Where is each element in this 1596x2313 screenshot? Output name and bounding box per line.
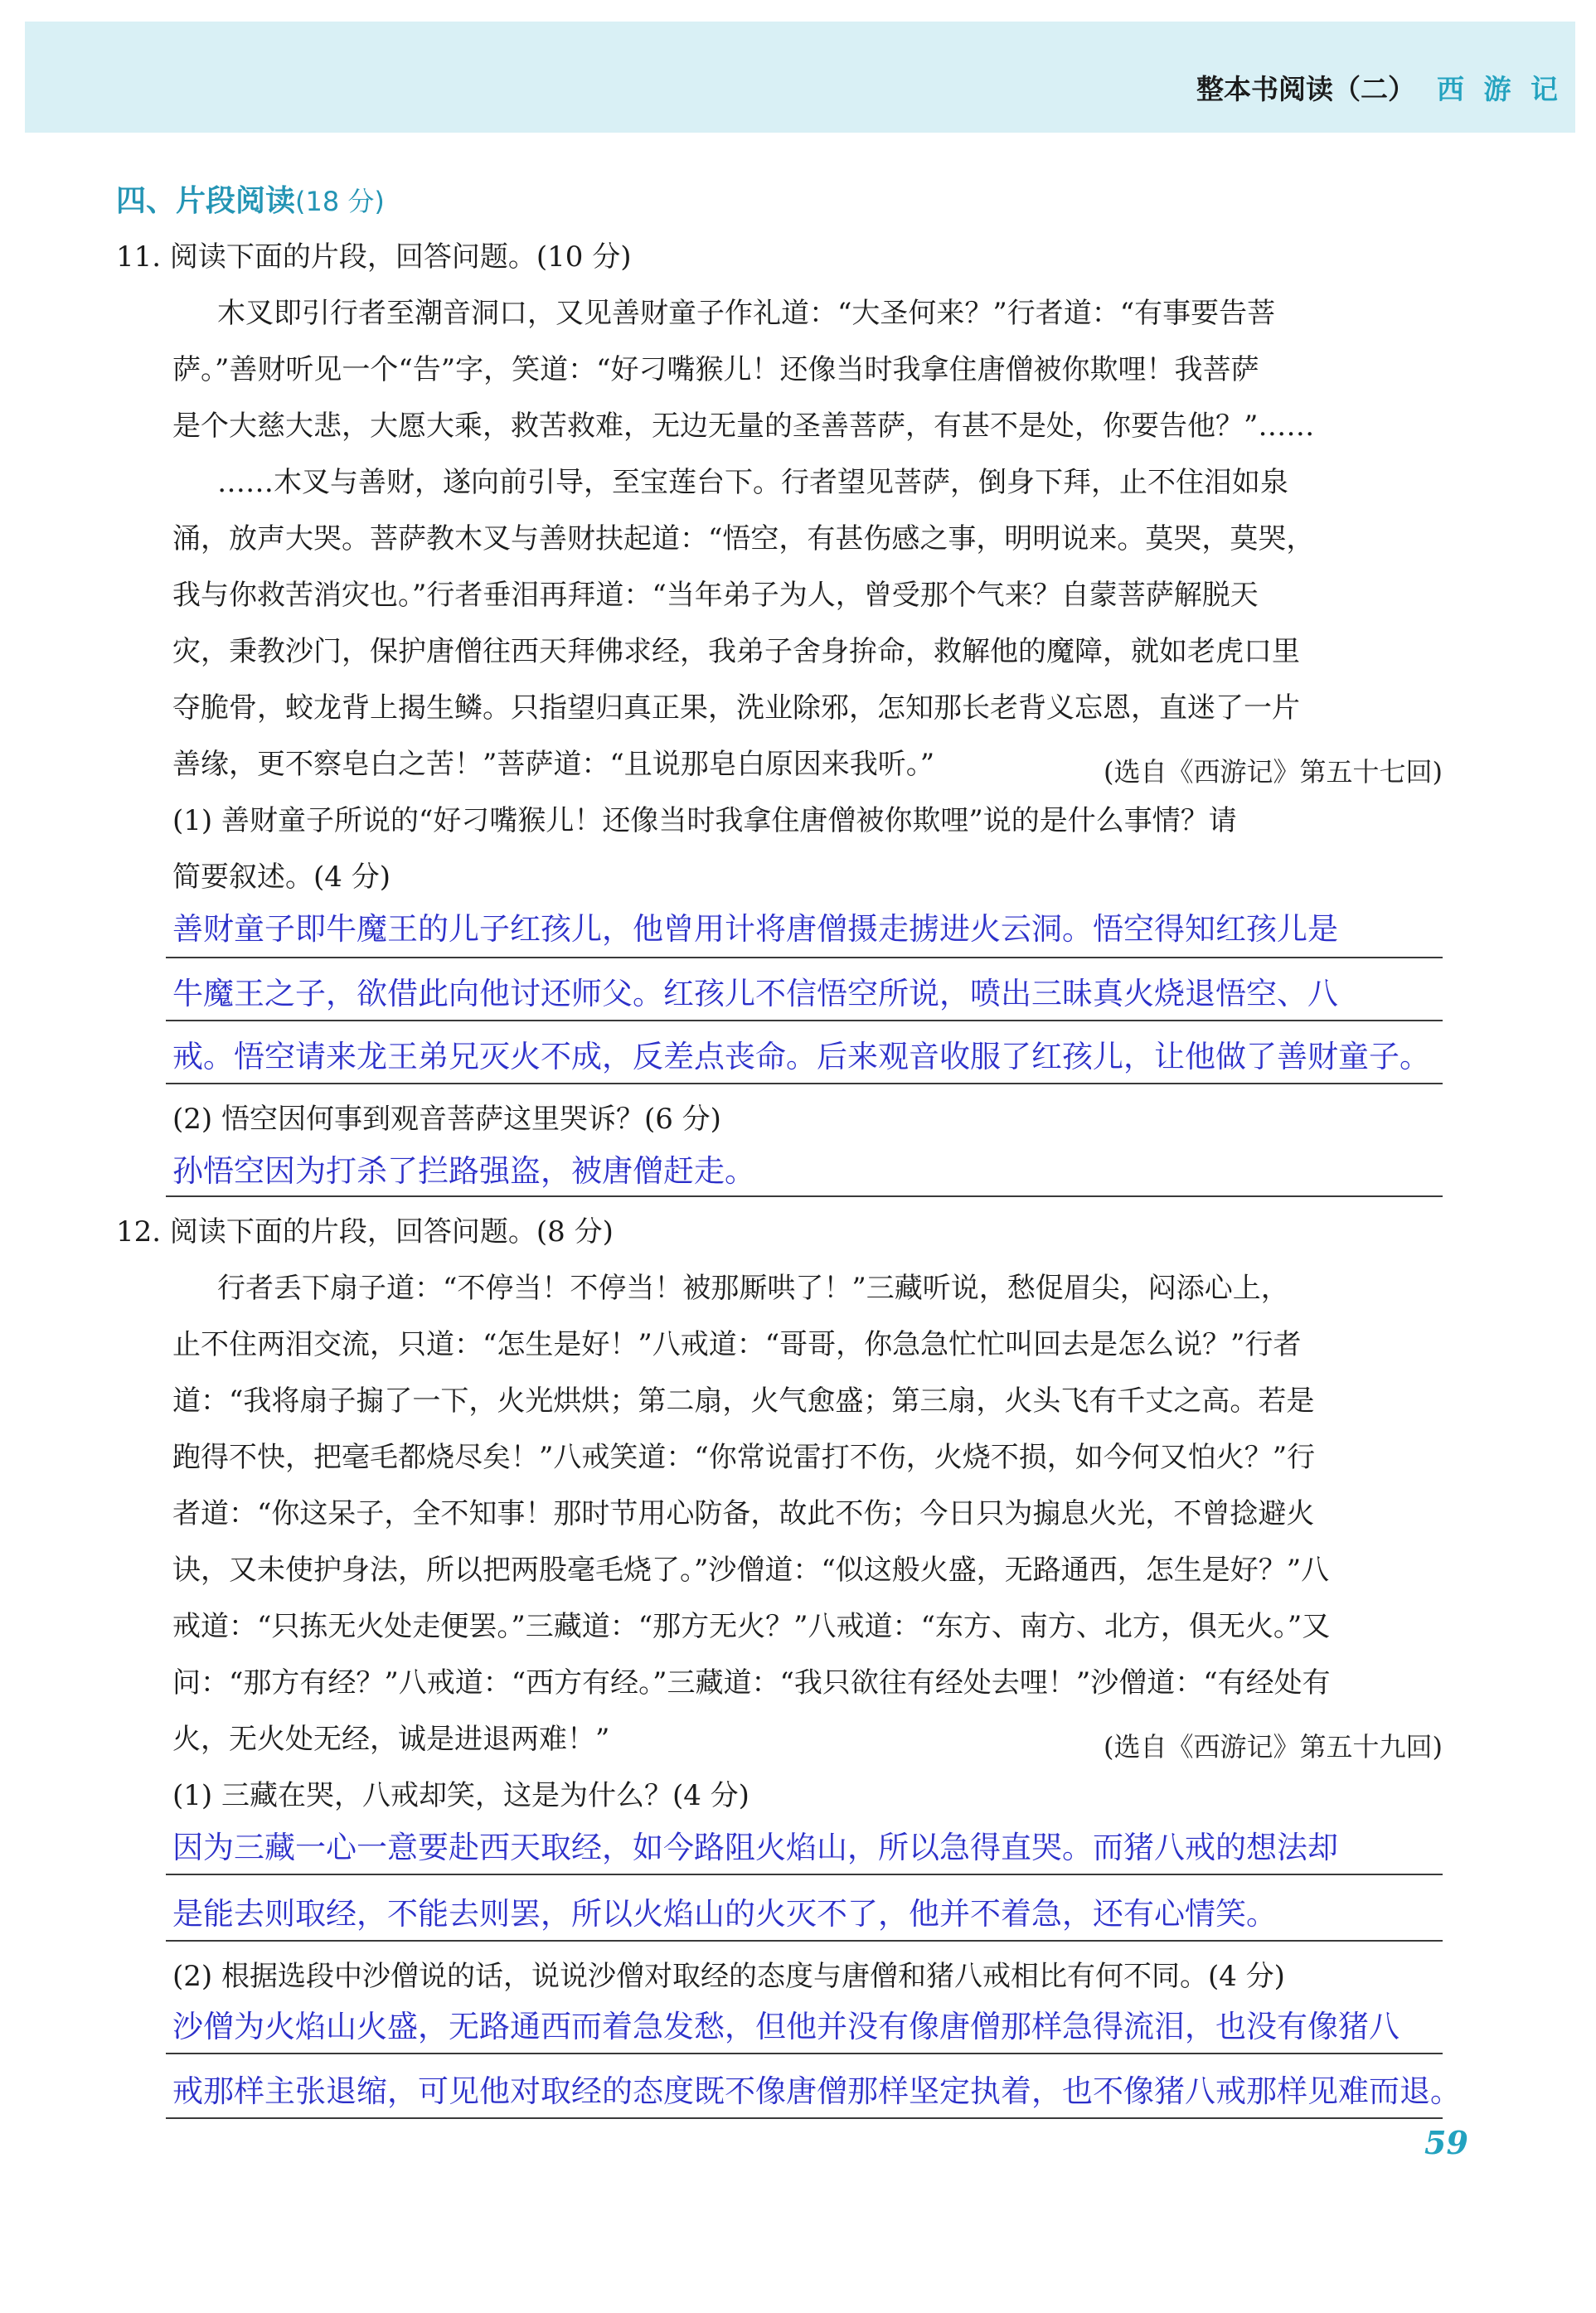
q11-passage-line: 善缘，更不察皂白之苦！”菩萨道：“且说那皂白原因来我听。”	[172, 748, 935, 781]
q12-passage-line: 诀，又未使护身法，所以把两股毫毛烧了。”沙僧道：“似这般火盛，无路通西，怎生是好？”八	[172, 1554, 1330, 1587]
q12-passage-line: 跑得不快，把毫毛都烧尽矣！”八戒笑道：“你常说雷打不伤，火烧不损，如今何又怕火？”行	[172, 1441, 1316, 1474]
q11-sub2-answer-line: 孙悟空因为打杀了拦路强盗，被唐僧赶走。	[172, 1153, 755, 1189]
answer-rule	[166, 1940, 1443, 1942]
answer-rule	[166, 1083, 1443, 1084]
q12-passage-line: 止不住两泪交流，只道：“怎生是好！”八戒道：“哥哥，你急急忙忙叫回去是怎么说？”行者	[172, 1328, 1302, 1361]
answer-rule	[166, 957, 1443, 958]
q11-sub2-question: (2) 悟空因何事到观音菩萨这里哭诉？(6 分)	[172, 1103, 721, 1136]
q12-passage-line: 行者丢下扇子道：“不停当！不停当！被那厮哄了！”三藏听说，愁促眉尖，闷添心上，	[217, 1272, 1289, 1305]
section-title-text: 四、片段阅读	[116, 184, 296, 218]
answer-rule	[166, 1874, 1443, 1875]
q11-passage-line: ……木叉与善财，遂向前引导，至宝莲台下。行者望见菩萨，倒身下拜，止不住泪如泉	[217, 466, 1288, 499]
q12-sub1-answer-line: 是能去则取经，不能去则罢，所以火焰山的火灭不了，他并不着急，还有心情笑。	[172, 1896, 1277, 1932]
q11-passage-line: 是个大慈大悲，大愿大乘，救苦救难，无边无量的圣善菩萨，有甚不是处，你要告他？”……	[172, 410, 1315, 443]
q11-sub1-answer-line: 戒。悟空请来龙王弟兄灭火不成，反差点丧命。后来观音收服了红孩儿，让他做了善财童子。	[172, 1039, 1430, 1074]
q11-passage-line: 夺脆骨，蛟龙背上揭生鳞。只指望归真正果，洗业除邪，怎知那长老背义忘恩，直迷了一片	[172, 691, 1300, 725]
q11-sub1-question: 简要叙述。(4 分)	[172, 861, 391, 894]
header-book: 西 游 记	[1437, 73, 1563, 105]
answer-rule	[166, 2117, 1443, 2119]
q11-passage-line: 萨。”善财听见一个“告”字，笑道：“好刁嘴猴儿！还像当时我拿住唐僧被你欺哩！我菩萨	[172, 353, 1259, 386]
q12-passage-line: 问：“那方有经？”八戒道：“西方有经。”三藏道：“我只欲往有经处去哩！”沙僧道：“有经处有	[172, 1666, 1331, 1700]
q12-sub2-answer-line: 戒那样主张退缩，可见他对取经的态度既不像唐僧那样坚定执着，也不像猪八戒那样见难而退。	[172, 2073, 1461, 2109]
answer-rule	[166, 2053, 1443, 2054]
q12-sub1-question: (1) 三藏在哭，八戒却笑，这是为什么？(4 分)	[172, 1779, 749, 1812]
q11-passage-line: 我与你救苦消灾也。”行者垂泪再拜道：“当年弟子为人，曾受那个气来？自蒙菩萨解脱天	[172, 579, 1259, 612]
q12-passage-line: 者道：“你这呆子，全不知事！那时节用心防备，故此不伤；今日只为搧息火光，不曾捻避火	[172, 1497, 1315, 1530]
header-title: 整本书阅读（二）	[1196, 73, 1416, 105]
q12-sub1-answer-line: 因为三藏一心一意要赴西天取经，如今路阻火焰山，所以急得直哭。而猪八戒的想法却	[172, 1830, 1338, 1865]
q11-sub1-answer-line: 牛魔王之子，欲借此向他讨还师父。红孩儿不信悟空所说，喷出三昧真火烧退悟空、八	[172, 976, 1338, 1011]
question-12-prompt: 12. 阅读下面的片段，回答问题。(8 分)	[116, 1215, 614, 1249]
q11-sub1-question: (1) 善财童子所说的“好刁嘴猴儿！还像当时我拿住唐僧被你欺哩”说的是什么事情？请	[172, 804, 1237, 837]
q11-passage-line: 木叉即引行者至潮音洞口，又见善财童子作礼道：“大圣何来？”行者道：“有事要告菩	[217, 297, 1276, 330]
question-11-prompt: 11. 阅读下面的片段，回答问题。(10 分)	[116, 240, 632, 274]
q11-source: (选自《西游记》第五十七回)	[1104, 756, 1443, 788]
answer-rule	[166, 1020, 1443, 1021]
section-points: (18 分)	[295, 186, 385, 217]
q11-passage-line: 灾，秉教沙门，保护唐僧往西天拜佛求经，我弟子舍身拚命，救解他的魔障，就如老虎口里	[172, 635, 1300, 668]
q11-sub1-answer-line: 善财童子即牛魔王的儿子红孩儿，他曾用计将唐僧摄走掳进火云洞。悟空得知红孩儿是	[172, 911, 1338, 947]
q12-passage-line: 道：“我将扇子搧了一下，火光烘烘；第二扇，火气愈盛；第三扇，火头飞有千丈之高。若是	[172, 1384, 1315, 1418]
q12-source: (选自《西游记》第五十九回)	[1104, 1731, 1443, 1763]
q12-passage-line: 戒道：“只拣无火处走便罢。”三藏道：“那方无火？”八戒道：“东方、南方、北方，俱无火。”又	[172, 1610, 1331, 1643]
q12-sub2-answer-line: 沙僧为火焰山火盛，无路通西而着急发愁，但他并没有像唐僧那样急得流泪，也没有像猪八	[172, 2009, 1400, 2044]
q11-passage-line: 涌，放声大哭。菩萨教木叉与善财扶起道：“悟空，有甚伤感之事，明明说来。莫哭，莫哭，	[172, 522, 1315, 555]
q12-passage-line: 火，无火处无经，诚是进退两难！”	[172, 1723, 610, 1756]
page-number: 59	[1424, 2124, 1468, 2161]
q12-sub2-question: (2) 根据选段中沙僧说的话，说说沙僧对取经的态度与唐僧和猪八戒相比有何不同。(4 分)	[172, 1960, 1285, 1993]
running-header	[1196, 68, 1563, 107]
section-title	[116, 177, 385, 220]
answer-rule	[166, 1195, 1443, 1197]
